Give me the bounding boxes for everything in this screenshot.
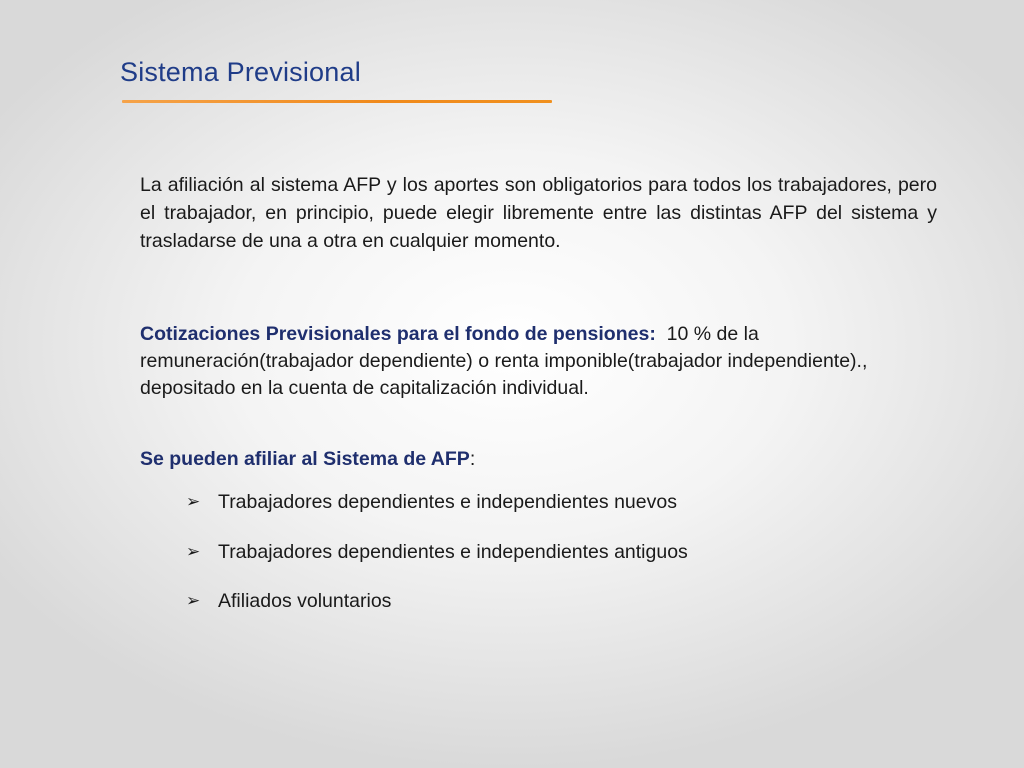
cotizaciones-heading: Cotizaciones Previsionales para el fondo de pensiones: xyxy=(140,323,656,345)
paragraph-afiliacion: La afiliación al sistema AFP y los aportes son obligatorios para todos los trabajadores, pero el trabajador, en principio, puede elegir libremente entre las distintas AFP del sistema y trasladarse de una a otra en cualquier momento. xyxy=(140,174,937,252)
list-item xyxy=(186,487,688,537)
bullet-text: Trabajadores dependientes e independientes nuevos xyxy=(218,491,677,513)
title-underline xyxy=(122,100,552,103)
arrowhead-bullet-icon: ➢ xyxy=(186,591,201,610)
paragraph-afiliar xyxy=(140,445,937,473)
bullet-text: Afiliados voluntarios xyxy=(218,590,392,612)
arrowhead-bullet-icon: ➢ xyxy=(186,541,201,561)
afiliar-colon: : xyxy=(469,448,476,470)
arrowhead-bullet-icon: ➢ xyxy=(186,492,201,511)
list-item xyxy=(186,586,688,636)
bullet-list xyxy=(186,487,688,636)
afiliar-heading: Se pueden afiliar al Sistema de AFP xyxy=(140,448,470,470)
list-item xyxy=(186,537,688,587)
paragraph-cotizaciones xyxy=(140,321,900,402)
bullet-text: Trabajadores dependientes e independientes antiguos xyxy=(218,540,688,563)
slide-title: Sistema Previsional xyxy=(120,57,361,87)
cotizaciones-body: 10 % de la remuneración(trabajador dependiente) o renta imponible(trabajador independiente)., depositado en la cuenta de capitalización individual. xyxy=(140,323,868,399)
